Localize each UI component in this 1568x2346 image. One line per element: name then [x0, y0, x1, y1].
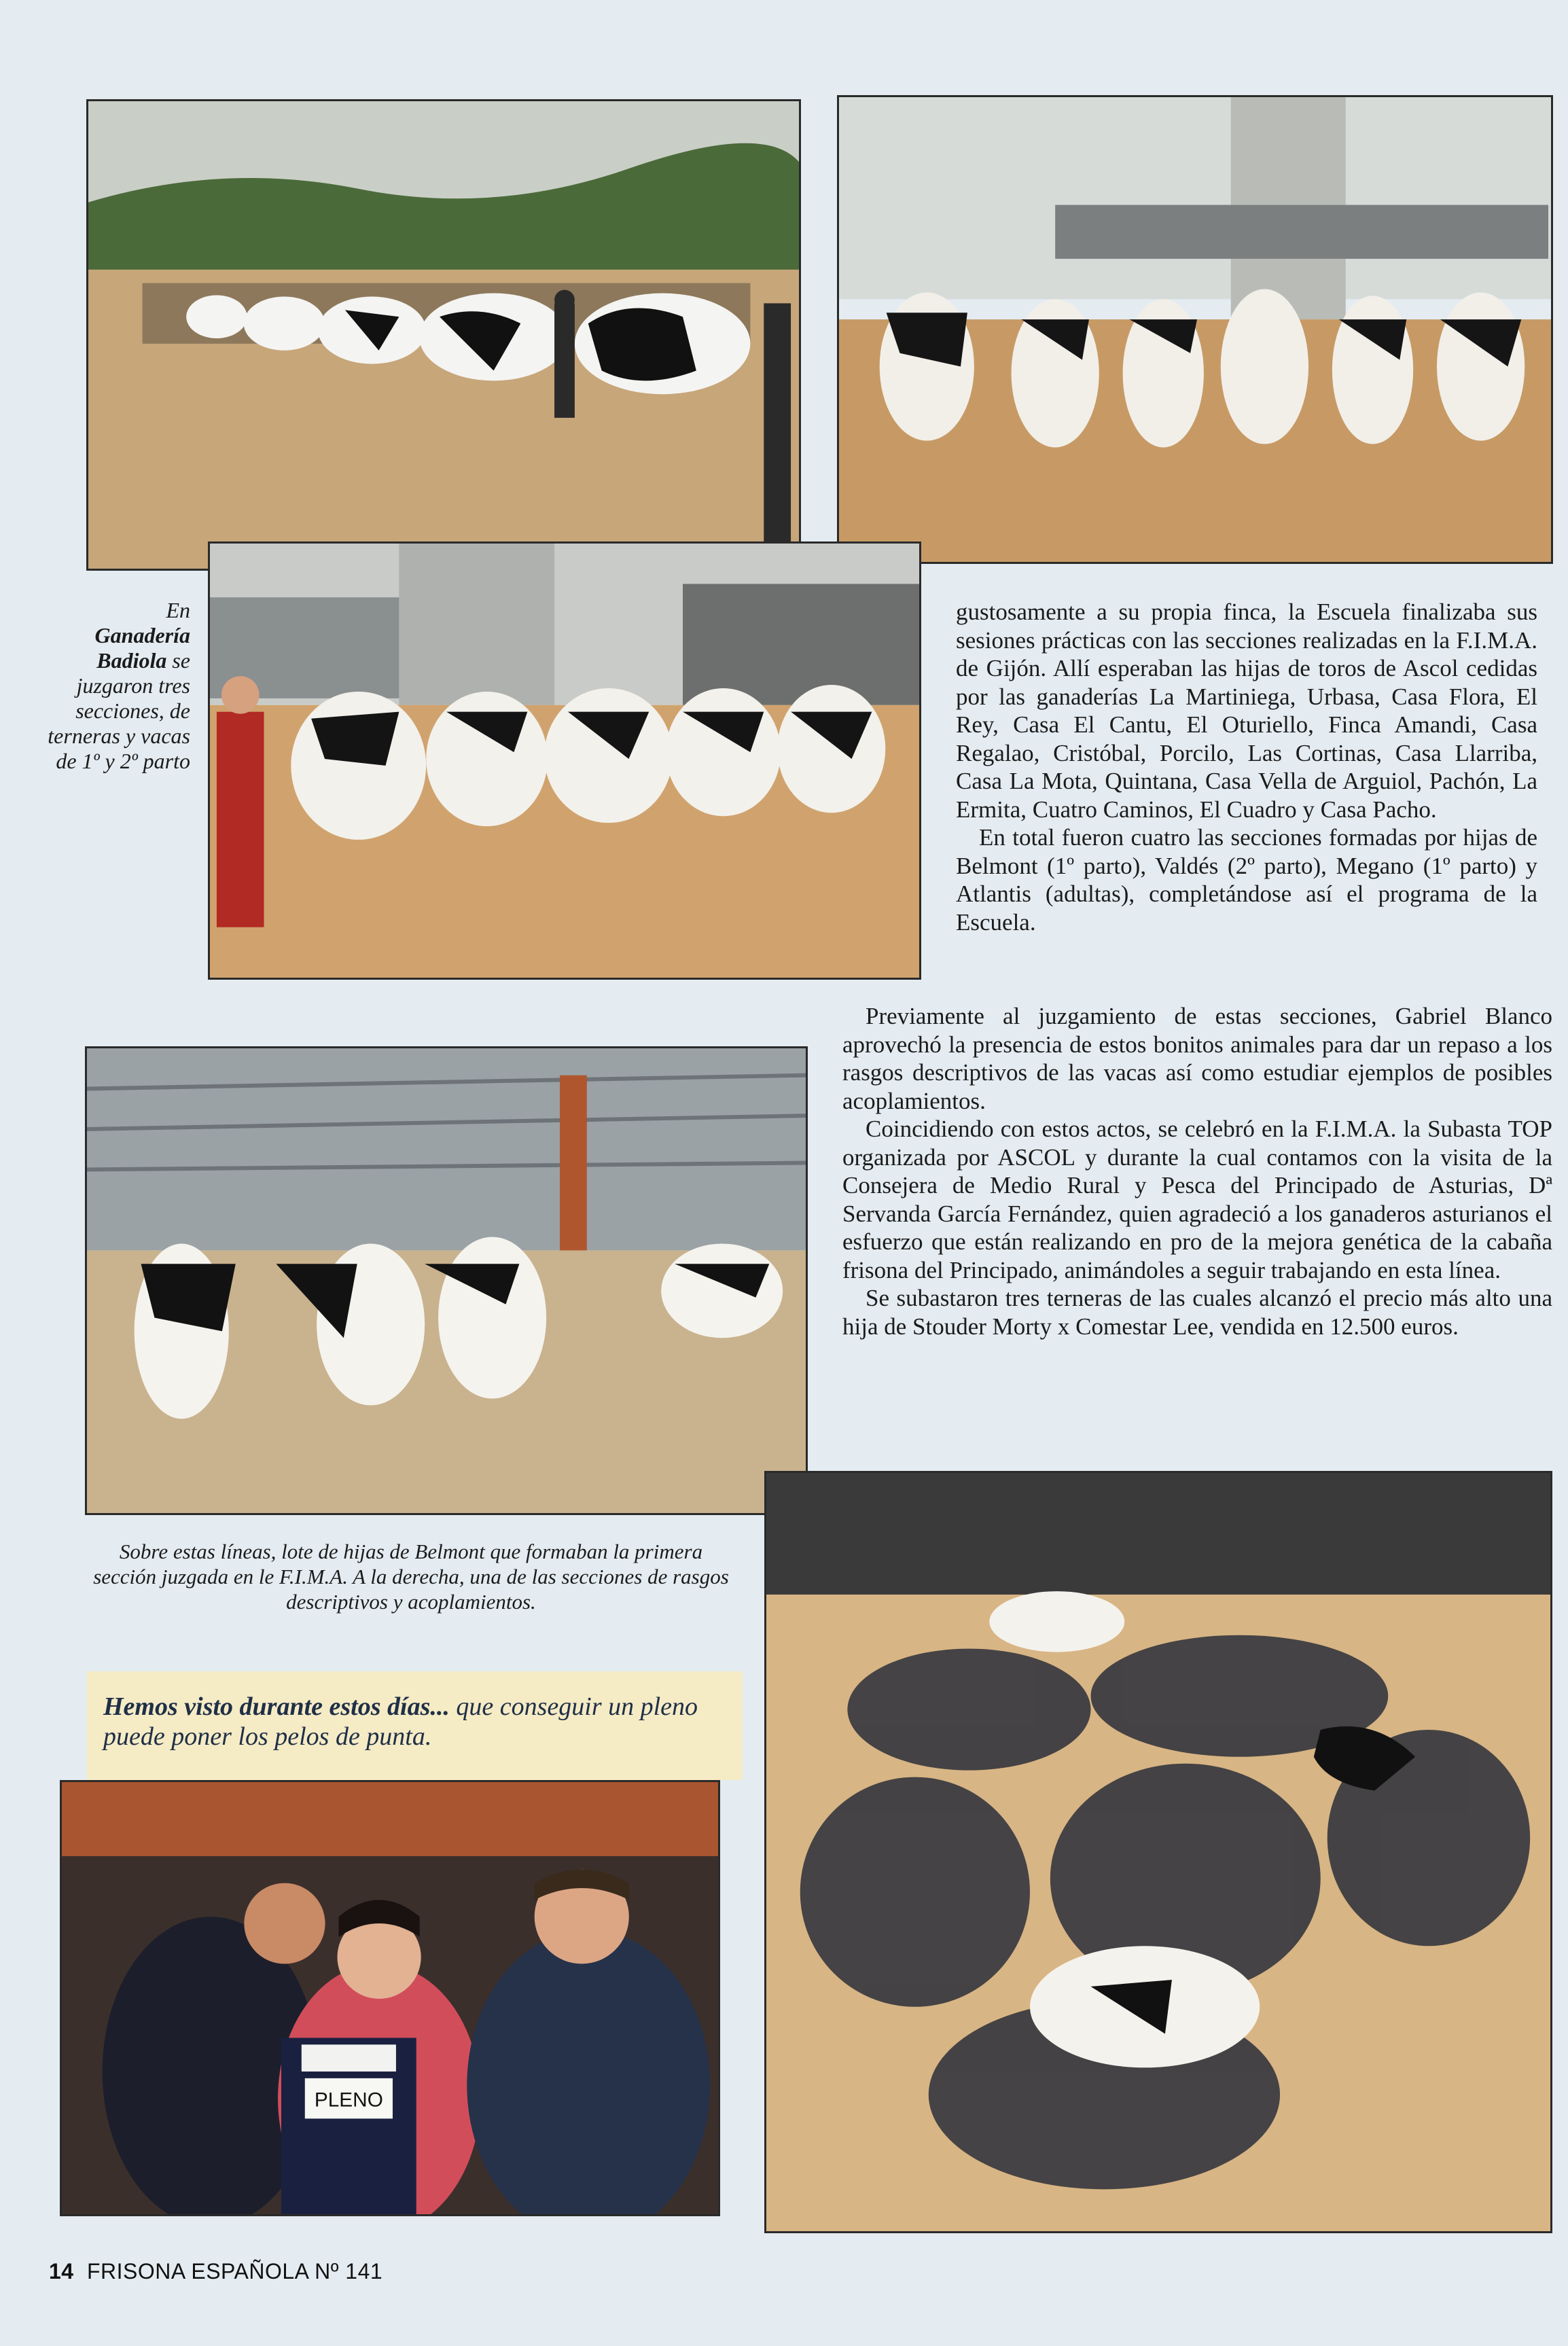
photo-arena-crowd — [764, 1471, 1552, 2233]
article-paragraph-3: Previamente al juzgamiento de estas secciones, Gabriel Blanco aprovechó la presencia de estos bonitos animales para dar un repaso a los rasgos descriptivos de las vacas así como estudiar ejemplos de posibles acoplamientos. — [842, 1003, 1552, 1114]
photo-badiola-cows — [208, 541, 921, 980]
caption-farm-name: Ganadería Badiola — [94, 623, 190, 673]
photo-cows-rear-yard — [837, 95, 1553, 564]
article-column-lower — [842, 1002, 1552, 1340]
article-paragraph-1: gustosamente a su propia finca, la Escuela finalizaba sus sesiones prácticas con las secciones realizadas en la F.I.M.A. de Gijón. Allí esperaban las hijas de toros de Ascol cedidas por las ganaderías La Martiniega, Urbasa, Casa Flora, El Rey, Casa El Cantu, El Oturiello, Finca Amandi, Casa Regalao, Cristóbal, Porcilo, Las Cortinas, Casa Llarriba, Casa La Mota, Quintana, Casa Vella de Arguiol, Pachón, La Ermita, Cuatro Caminos, El Cuadro y Casa Pacho. — [956, 599, 1537, 823]
highlight-box — [87, 1671, 743, 1780]
photo-belmont-indoor — [85, 1046, 808, 1515]
belmont-caption: Sobre estas líneas, lote de hijas de Belmont que formaban la primera sección juzgada en le F.I.M.A. A la derecha, una de las secciones de rasgos descriptivos y acoplamientos. — [93, 1540, 729, 1614]
issue-number: Nº 141 — [315, 2259, 383, 2283]
article-paragraph-2: En total fueron cuatro las secciones formadas por hijas de Belmont (1º parto), Valdés (2º parto), Megano (1º parto) y Atlantis (adultas), completándose así el programa de la Escuela. — [956, 824, 1537, 936]
photo-outdoor-heifers — [86, 99, 801, 571]
caption-rest: se juzgaron tres secciones, de terneras y vacas de 1º y 2º parto — [48, 648, 190, 773]
article-paragraph-4: Coincidiendo con estos actos, se celebró en la F.I.M.A. la Subasta TOP organizada por ASCOL y durante la cual contamos con la visita de la Consejera de Medio Rural y Pesca del Principado de Asturias, Dª Servanda García Fernández, quien agradeció a los ganaderos asturianos el esfuerzo que están realizando en pro de la mejora genética de la cabaña frisona del Principado, animándoles a seguir trabajando en esta línea. — [842, 1116, 1552, 1283]
page-number: 14 — [49, 2259, 74, 2283]
badiola-caption — [41, 598, 190, 774]
article-column-upper — [956, 598, 1537, 936]
highlight-rest: que conseguir un pleno puede poner los pelos de punta. — [103, 1692, 698, 1751]
photo-pleno-winners — [60, 1780, 720, 2216]
article-paragraph-5: Se subastaron tres terneras de las cuales alcanzó el precio más alto una hija de Stouder Morty x Comestar Lee, vendida en 12.500 euros. — [842, 1285, 1552, 1340]
magazine-title: FRISONA ESPAÑOLA — [86, 2259, 308, 2283]
page-footer — [49, 2259, 382, 2284]
caption-line-en: En — [166, 598, 190, 622]
pleno-sign-text: PLENO — [314, 2089, 383, 2112]
highlight-bold: Hemos visto durante estos días... — [103, 1692, 450, 1721]
